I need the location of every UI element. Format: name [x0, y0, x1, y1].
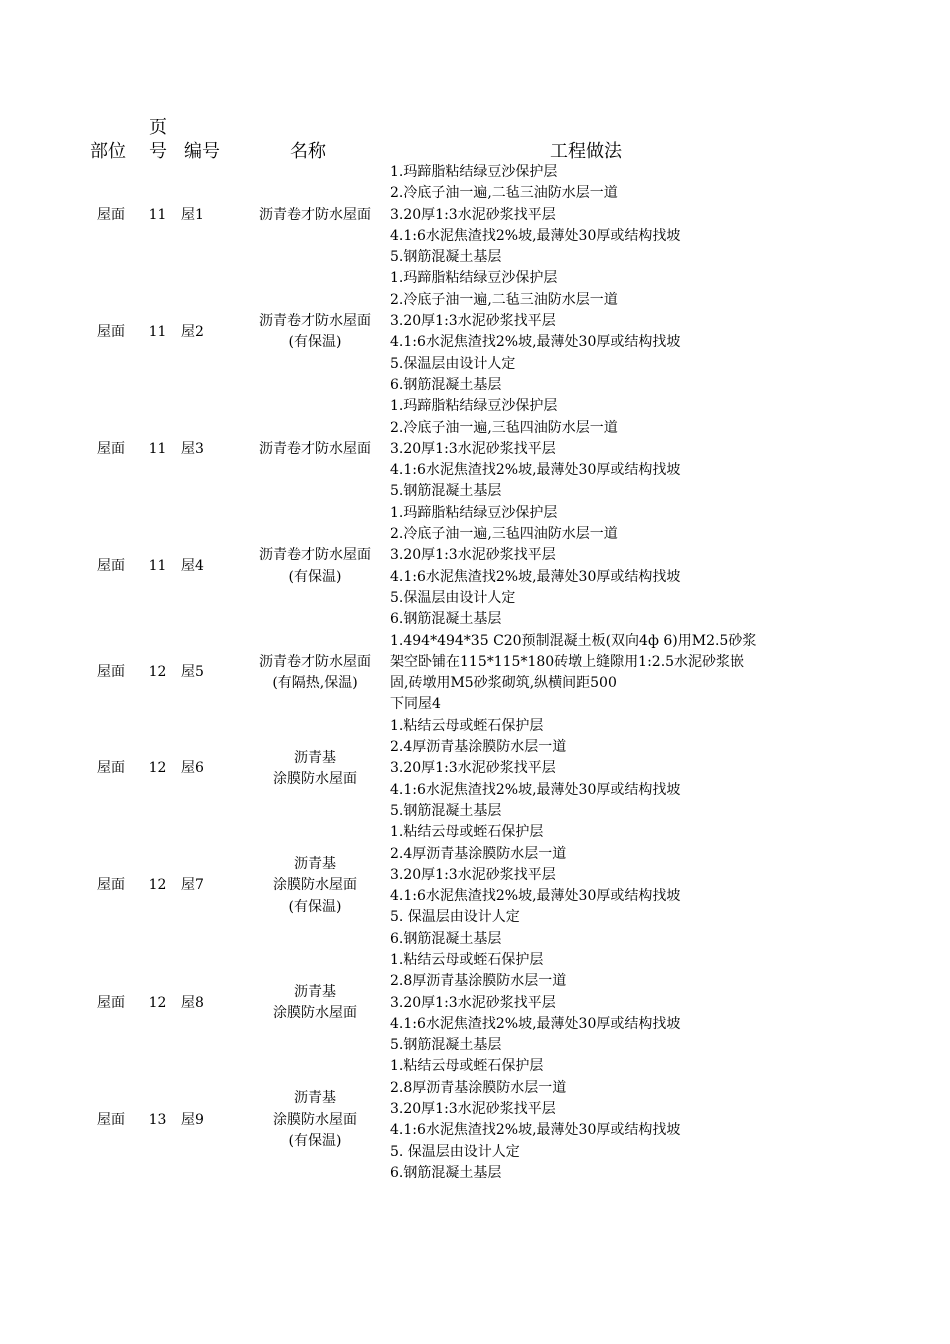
cell-name: [241, 162, 389, 268]
cell-part: 屋面: [97, 877, 125, 894]
method-line: 3.20厚1:3水泥砂浆找平层: [390, 313, 556, 330]
method-line: 2.冷底子油一遍,三毡四油防水层一道: [390, 419, 618, 436]
table-row: [86, 268, 780, 396]
name-line: 沥青卷才防水屋面: [259, 440, 371, 457]
method-line: 6.钢筋混凝土基层: [390, 1164, 502, 1181]
cell-code: 屋2: [181, 323, 204, 340]
method-line: 4.1:6水泥焦渣找2%坡,最薄处30厚或结构找坡: [390, 1122, 681, 1139]
cell-page: 13: [148, 1111, 167, 1128]
method-line: 4.1:6水泥焦渣找2%坡,最薄处30厚或结构找坡: [390, 781, 681, 798]
cell-code: 屋7: [181, 877, 204, 894]
cell-part: 屋面: [97, 664, 125, 681]
table-row: [86, 396, 780, 502]
method-line: 1.玛蹄脂粘结绿豆沙保护层: [390, 164, 558, 180]
name-line: 涂膜防水屋面: [273, 770, 357, 787]
method-line: 5.保温层由设计人定: [390, 355, 516, 372]
cell-code: 屋3: [181, 440, 204, 457]
method-line: 6.钢筋混凝土基层: [390, 611, 502, 628]
method-line: 6.钢筋混凝土基层: [390, 930, 502, 947]
method-line: 1.494*494*35 C20预制混凝土板(双向4ф 6)用M2.5砂浆: [390, 632, 757, 649]
method-line: 5.钢筋混凝土基层: [390, 1037, 502, 1054]
method-line: 2.冷底子油一遍,二毡三油防水层一道: [390, 291, 618, 308]
table-row: [86, 162, 780, 268]
cell-method: [389, 268, 780, 396]
cell-method: [389, 396, 780, 502]
name-line: 沥青卷才防水屋面: [259, 313, 371, 330]
cell-code: 屋8: [181, 994, 204, 1011]
method-line: 5. 保温层由设计人定: [390, 1143, 520, 1160]
method-line: 6.钢筋混凝土基层: [390, 376, 502, 393]
name-line: 沥青卷才防水屋面: [259, 547, 371, 564]
cell-page: 12: [148, 877, 167, 894]
name-line: (有保温): [288, 898, 342, 915]
table-row: [86, 1056, 780, 1184]
name-line: (有保温): [288, 568, 342, 585]
cell-part: 屋面: [97, 206, 125, 223]
header-part: 部位: [90, 141, 126, 162]
method-line: 4.1:6水泥焦渣找2%坡,最薄处30厚或结构找坡: [390, 568, 681, 585]
cell-name: [241, 268, 389, 396]
name-line: 沥青基: [294, 856, 336, 873]
cell-method: [389, 716, 780, 822]
method-line: 2.冷底子油一遍,二毡三油防水层一道: [390, 185, 618, 202]
method-line: 3.20厚1:3水泥砂浆找平层: [390, 760, 556, 777]
cell-method: [389, 162, 780, 268]
cell-code: 屋9: [181, 1111, 204, 1128]
method-line: 4.1:6水泥焦渣找2%坡,最薄处30厚或结构找坡: [390, 334, 681, 351]
cell-page: 11: [148, 323, 167, 340]
method-line: 4.1:6水泥焦渣找2%坡,最薄处30厚或结构找坡: [390, 888, 681, 905]
method-line: 1.粘结云母或蛭石保护层: [390, 824, 544, 841]
method-line: 4.1:6水泥焦渣找2%坡,最薄处30厚或结构找坡: [390, 1015, 681, 1032]
cell-page: 11: [148, 557, 167, 574]
method-line: 2.4厚沥青基涂膜防水层一道: [390, 739, 567, 756]
cell-code: 屋5: [181, 664, 204, 681]
method-line: 5.钢筋混凝土基层: [390, 802, 502, 819]
table-row: [86, 631, 780, 716]
method-line: 5.保温层由设计人定: [390, 589, 516, 606]
method-line: 1.粘结云母或蛭石保护层: [390, 951, 544, 968]
header-code: 编号: [184, 141, 220, 162]
method-line: 1.玛蹄脂粘结绿豆沙保护层: [390, 398, 558, 415]
cell-code: 屋6: [181, 760, 204, 777]
method-line: 2.4厚沥青基涂膜防水层一道: [390, 845, 567, 862]
cell-code: 屋4: [181, 557, 204, 574]
cell-part: 屋面: [97, 557, 125, 574]
cell-part: 屋面: [97, 994, 125, 1011]
method-line: 1.粘结云母或蛭石保护层: [390, 1058, 544, 1075]
cell-name: [241, 716, 389, 822]
cell-page: 11: [148, 206, 167, 223]
method-line: 3.20厚1:3水泥砂浆找平层: [390, 547, 556, 564]
method-line: 2.8厚沥青基涂膜防水层一道: [390, 973, 567, 990]
header-method: 工程做法: [550, 141, 622, 162]
cell-method: [389, 503, 780, 631]
cell-page: 12: [148, 760, 167, 777]
method-line: 3.20厚1:3水泥砂浆找平层: [390, 994, 556, 1011]
construction-table: [86, 162, 780, 1184]
cell-method: [389, 950, 780, 1056]
method-line: 5.钢筋混凝土基层: [390, 483, 502, 500]
method-line: 5. 保温层由设计人定: [390, 909, 520, 926]
method-line: 3.20厚1:3水泥砂浆找平层: [390, 866, 556, 883]
cell-name: [241, 631, 389, 716]
cell-page: 11: [148, 440, 167, 457]
method-line: 4.1:6水泥焦渣找2%坡,最薄处30厚或结构找坡: [390, 462, 681, 479]
method-line: 3.20厚1:3水泥砂浆找平层: [390, 206, 556, 223]
cell-name: [241, 503, 389, 631]
name-line: 沥青基: [294, 749, 336, 766]
cell-code: 屋1: [181, 206, 204, 223]
name-line: 涂膜防水屋面: [273, 1111, 357, 1128]
method-line: 1.粘结云母或蛭石保护层: [390, 717, 544, 734]
name-line: 沥青卷才防水屋面: [259, 206, 371, 223]
cell-page: 12: [148, 994, 167, 1011]
method-line: 下同屋4: [390, 696, 441, 713]
name-line: 沥青卷才防水屋面: [259, 653, 371, 670]
method-line: 1.玛蹄脂粘结绿豆沙保护层: [390, 504, 558, 521]
cell-part: 屋面: [97, 323, 125, 340]
name-line: 涂膜防水屋面: [273, 1005, 357, 1022]
cell-method: [389, 822, 780, 950]
method-line: 2.8厚沥青基涂膜防水层一道: [390, 1079, 567, 1096]
method-line: 2.冷底子油一遍,三毡四油防水层一道: [390, 526, 618, 543]
cell-method: [389, 631, 780, 716]
name-line: (有保温): [288, 1133, 342, 1149]
cell-name: [241, 822, 389, 950]
name-line: 涂膜防水屋面: [273, 877, 357, 894]
method-line: 3.20厚1:3水泥砂浆找平层: [390, 440, 556, 457]
cell-method: [389, 1056, 780, 1184]
header-page: 页号: [149, 117, 167, 162]
table-row: [86, 716, 780, 822]
cell-part: 屋面: [97, 440, 125, 457]
table-row: [86, 950, 780, 1056]
name-line: (有隔热,保温): [272, 675, 358, 692]
name-line: (有保温): [288, 334, 342, 351]
cell-name: [241, 950, 389, 1056]
cell-part: 屋面: [97, 1111, 125, 1128]
name-line: 沥青基: [294, 983, 336, 1000]
table-row: [86, 503, 780, 631]
method-line: 固,砖墩用M5砂浆砌筑,纵横间距500: [390, 675, 617, 692]
method-line: 架空卧铺在115*115*180砖墩上缝隙用1:2.5水泥砂浆嵌: [390, 653, 745, 670]
name-line: 沥青基: [294, 1090, 336, 1107]
method-line: 4.1:6水泥焦渣找2%坡,最薄处30厚或结构找坡: [390, 227, 681, 244]
cell-part: 屋面: [97, 760, 125, 777]
method-line: 1.玛蹄脂粘结绿豆沙保护层: [390, 270, 558, 287]
method-line: 3.20厚1:3水泥砂浆找平层: [390, 1101, 556, 1118]
cell-page: 12: [148, 664, 167, 681]
method-line: 5.钢筋混凝土基层: [390, 249, 502, 266]
table-row: [86, 822, 780, 950]
cell-name: [241, 396, 389, 502]
header-name: 名称: [290, 141, 326, 162]
cell-name: [241, 1056, 389, 1184]
